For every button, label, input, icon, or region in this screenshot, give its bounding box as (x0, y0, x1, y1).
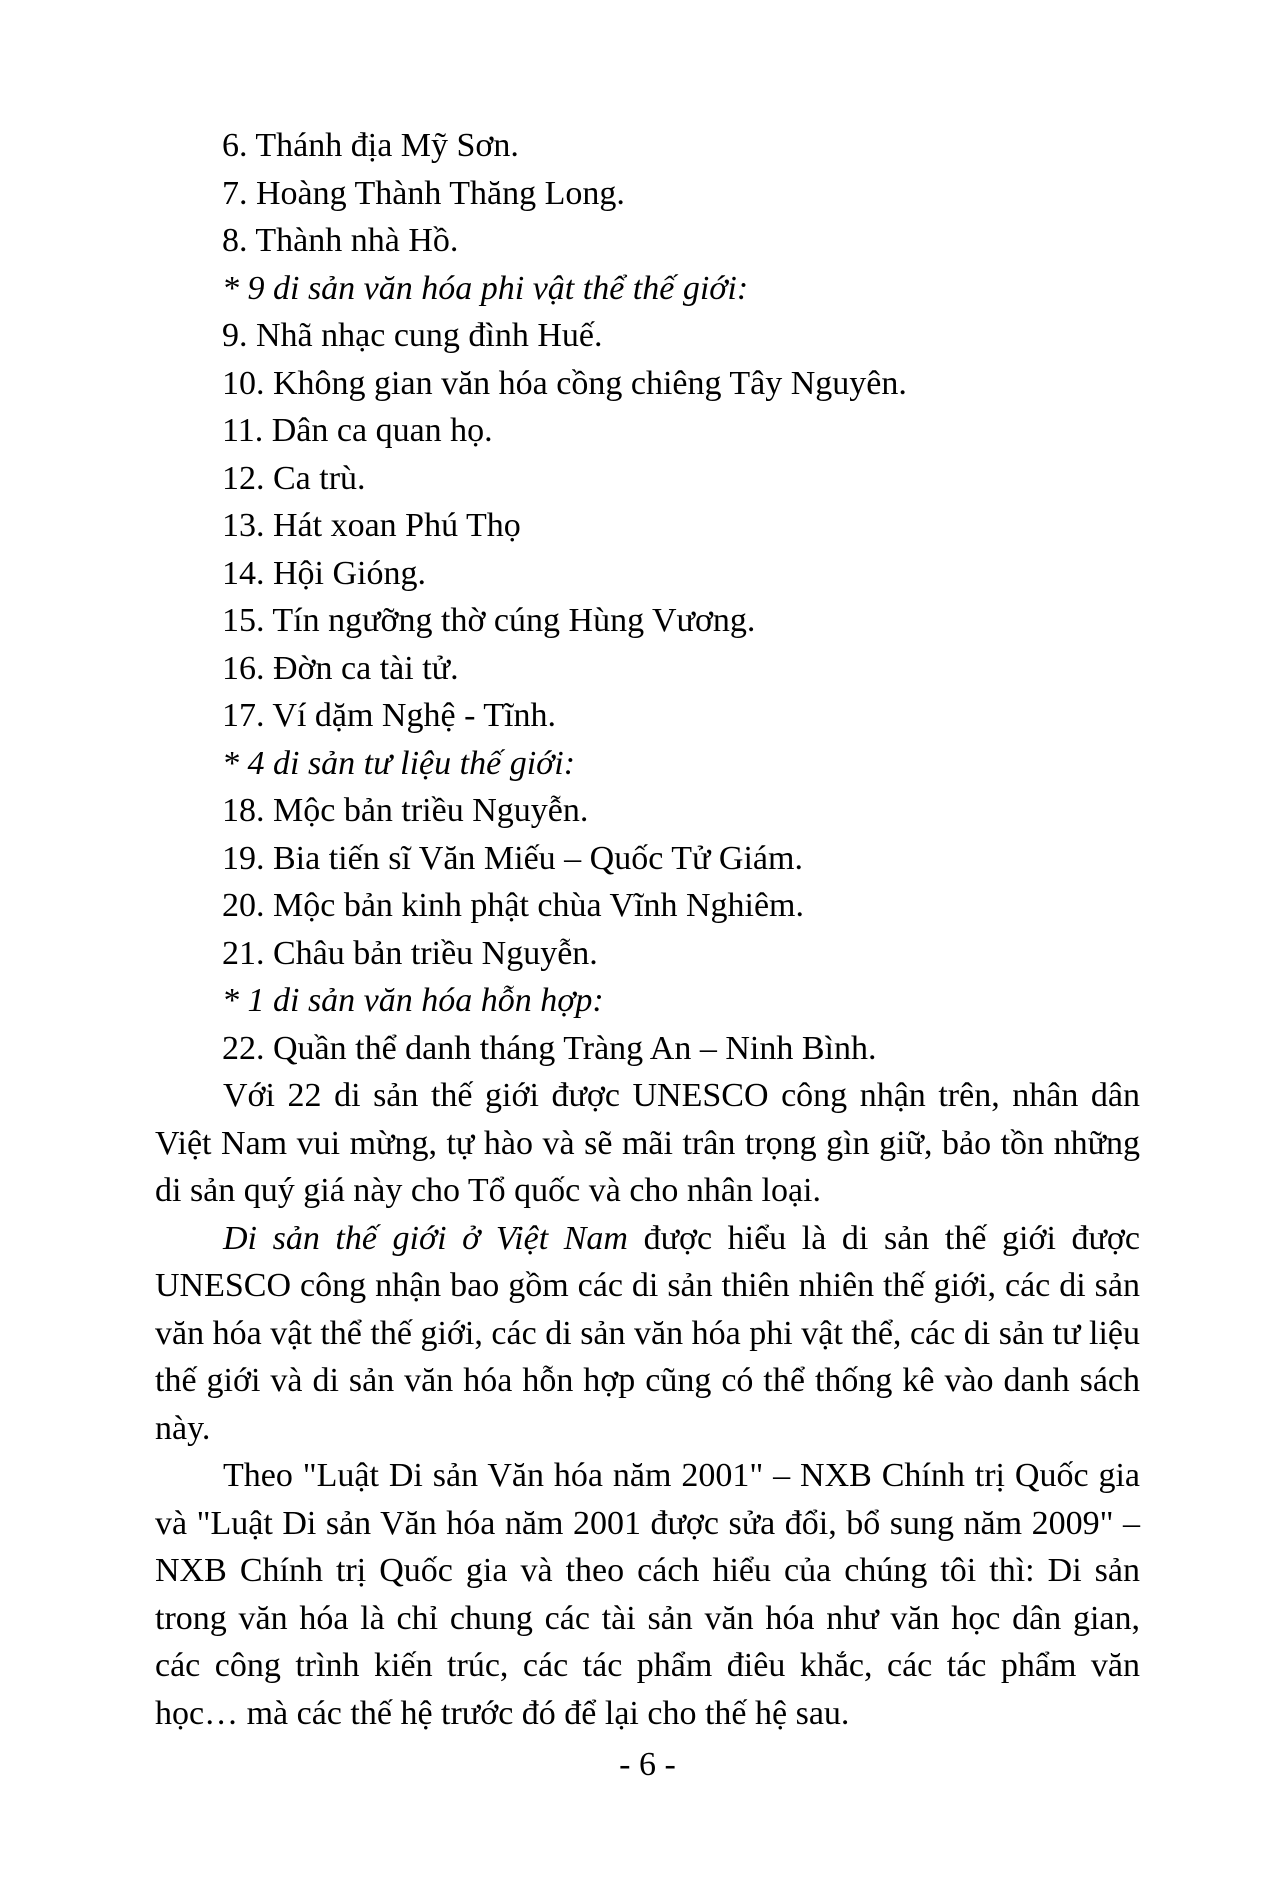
paragraph-unesco-recognition: Với 22 di sản thế giới được UNESCO công nhận trên, nhân dân Việt Nam vui mừng, tự hào và sẽ mãi trân trọng gìn giữ, bảo tồn những di sản quý giá này cho Tổ quốc và cho nhân loại. (155, 1077, 1140, 1209)
heritage-list-item: 11. Dân ca quan họ. (222, 412, 493, 449)
heritage-list-item: 18. Mộc bản triều Nguyễn. (222, 792, 589, 829)
paragraph-law-reference: Theo "Luật Di sản Văn hóa năm 2001" – NXB Chính trị Quốc gia và "Luật Di sản Văn hóa năm 2001 được sửa đổi, bổ sung năm 2009" – NXB Chính trị Quốc gia và theo cách hiểu của chúng tôi thì: Di sản trong văn hóa là chỉ chung các tài sản văn hóa như văn học dân gian, các công trình kiến trúc, các tác phẩm điêu khắc, các tác phẩm văn học… mà các thế hệ trước đó để lại cho thế hệ sau. (155, 1457, 1140, 1732)
heritage-list-item: 22. Quần thể danh tháng Tràng An – Ninh Bình. (222, 1029, 877, 1067)
heritage-list-item: 20. Mộc bản kinh phật chùa Vĩnh Nghiêm. (222, 887, 805, 924)
paragraph-definition (155, 1215, 1140, 1453)
heritage-list-item: 19. Bia tiến sĩ Văn Miếu – Quốc Tử Giám. (222, 839, 803, 877)
heritage-list-item: 15. Tín ngưỡng thờ cúng Hùng Vương. (222, 602, 756, 639)
heritage-list-item: 6. Thánh địa Mỹ Sơn. (222, 127, 519, 164)
heritage-group-header: * 1 di sản văn hóa hỗn hợp: (222, 982, 604, 1019)
heritage-group-header: * 9 di sản văn hóa phi vật thể thế giới: (222, 269, 749, 307)
heritage-list-item: 21. Châu bản triều Nguyễn. (222, 934, 598, 972)
page-number: - 6 - (619, 1746, 676, 1783)
heritage-group-header: * 4 di sản tư liệu thế giới: (222, 744, 576, 782)
heritage-list-item: 10. Không gian văn hóa cồng chiêng Tây Nguyên. (222, 364, 907, 402)
heritage-list-item: 7. Hoàng Thành Thăng Long. (222, 174, 625, 212)
paragraph-definition-rest: được hiểu là di sản thế giới được UNESCO công nhận bao gồm các di sản thiên nhiên thế giới, các di sản văn hóa vật thể thế giới, các di sản văn hóa phi vật thể, các di sản tư liệu thế giới và di sản văn hóa hỗn hợp cũng có thể thống kê vào danh sách này. (155, 1219, 1140, 1447)
paragraph-italic-lead: Di sản thế giới ở Việt Nam (223, 1219, 628, 1257)
heritage-list-item: 17. Ví dặm Nghệ - Tĩnh. (222, 697, 556, 734)
heritage-list-item: 9. Nhã nhạc cung đình Huế. (222, 317, 603, 354)
text-block (155, 122, 1140, 1789)
heritage-list-item: 12. Ca trù. (222, 459, 366, 497)
heritage-list-item: 13. Hát xoan Phú Thọ (222, 507, 521, 544)
heritage-list-item: 14. Hội Gióng. (222, 554, 426, 592)
heritage-list-item: 8. Thành nhà Hồ. (222, 222, 459, 259)
heritage-list-item: 16. Đờn ca tài tử. (222, 649, 459, 687)
